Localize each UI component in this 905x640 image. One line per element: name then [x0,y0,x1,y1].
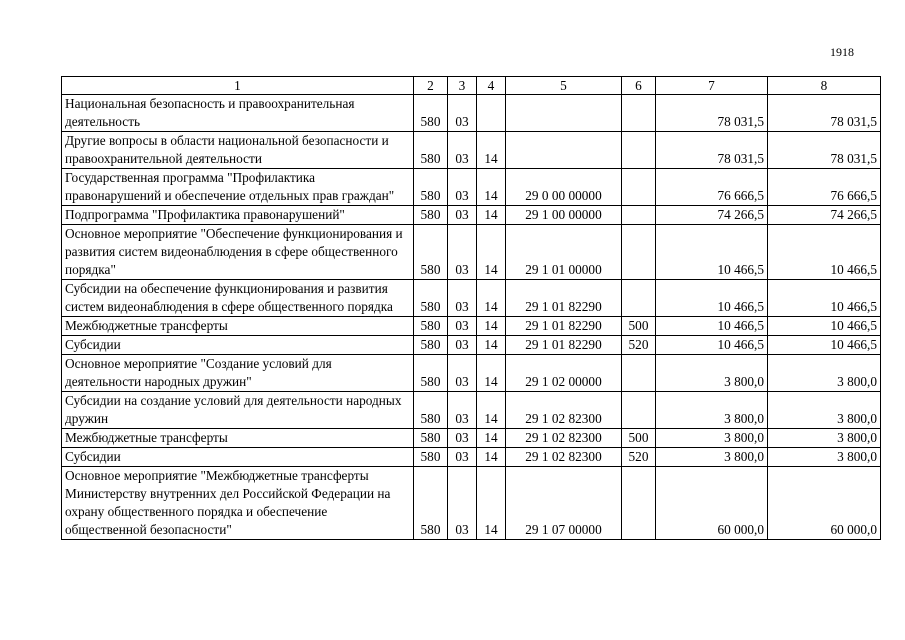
cell-code-6: 500 [622,317,656,336]
cell-code-5 [506,132,622,169]
table-row [62,225,881,280]
cell-code-6: 500 [622,429,656,448]
cell-code-6 [622,280,656,317]
cell-code-3: 03 [448,429,477,448]
cell-amount-8: 3 800,0 [768,448,881,467]
cell-code-4: 14 [477,280,506,317]
table-row [62,467,881,540]
cell-amount-7: 76 666,5 [656,169,768,206]
cell-code-3: 03 [448,206,477,225]
table-row [62,132,881,169]
cell-code-3: 03 [448,280,477,317]
cell-name: Государственная программа "Профилактика правонарушений и обеспечение отдельных прав граждан" [62,169,414,206]
cell-code-4: 14 [477,392,506,429]
cell-code-6 [622,225,656,280]
cell-amount-8: 3 800,0 [768,392,881,429]
cell-name: Субсидии [62,448,414,467]
cell-amount-8: 76 666,5 [768,169,881,206]
cell-code-4: 14 [477,336,506,355]
table-row [62,317,881,336]
cell-code-2: 580 [414,169,448,206]
table-header [62,77,881,95]
cell-amount-7: 10 466,5 [656,336,768,355]
table-body [62,95,881,540]
page-number: 1918 [830,45,854,59]
cell-name: Основное мероприятие "Создание условий для деятельности народных дружин" [62,355,414,392]
cell-code-2: 580 [414,280,448,317]
cell-amount-8: 78 031,5 [768,132,881,169]
cell-code-5: 29 1 02 82300 [506,429,622,448]
cell-code-5: 29 1 01 00000 [506,225,622,280]
table-row [62,448,881,467]
cell-code-5: 29 1 02 82300 [506,392,622,429]
cell-amount-8: 60 000,0 [768,467,881,540]
cell-code-2: 580 [414,132,448,169]
cell-code-5: 29 1 01 82290 [506,336,622,355]
cell-amount-7: 3 800,0 [656,355,768,392]
cell-amount-7: 10 466,5 [656,225,768,280]
cell-code-3: 03 [448,132,477,169]
cell-code-5 [506,95,622,132]
cell-code-5: 29 1 02 82300 [506,448,622,467]
cell-amount-8: 10 466,5 [768,336,881,355]
cell-code-5: 29 1 01 82290 [506,317,622,336]
cell-code-2: 580 [414,95,448,132]
table-row [62,280,881,317]
cell-name: Подпрограмма "Профилактика правонарушений" [62,206,414,225]
cell-code-4: 14 [477,467,506,540]
cell-amount-7: 78 031,5 [656,132,768,169]
cell-amount-7: 78 031,5 [656,95,768,132]
cell-code-6: 520 [622,448,656,467]
cell-name: Субсидии [62,336,414,355]
cell-code-5: 29 1 07 00000 [506,467,622,540]
cell-code-2: 580 [414,355,448,392]
cell-code-4: 14 [477,317,506,336]
table-row [62,206,881,225]
cell-code-2: 580 [414,206,448,225]
cell-amount-8: 10 466,5 [768,280,881,317]
column-header: 5 [506,77,622,95]
cell-code-5: 29 0 00 00000 [506,169,622,206]
table-row [62,95,881,132]
cell-amount-7: 3 800,0 [656,448,768,467]
cell-amount-8: 10 466,5 [768,317,881,336]
cell-amount-7: 74 266,5 [656,206,768,225]
cell-name: Основное мероприятие "Обеспечение функционирования и развития систем видеонаблюдения в сфере общественного порядка" [62,225,414,280]
cell-amount-8: 3 800,0 [768,429,881,448]
cell-code-6: 520 [622,336,656,355]
cell-code-3: 03 [448,355,477,392]
cell-amount-7: 10 466,5 [656,317,768,336]
cell-code-6 [622,467,656,540]
cell-amount-7: 3 800,0 [656,429,768,448]
cell-code-3: 03 [448,225,477,280]
cell-code-3: 03 [448,448,477,467]
cell-name: Национальная безопасность и правоохранительная деятельность [62,95,414,132]
column-header: 7 [656,77,768,95]
cell-code-4: 14 [477,355,506,392]
table-row [62,169,881,206]
cell-code-2: 580 [414,317,448,336]
cell-code-4: 14 [477,429,506,448]
cell-code-4 [477,95,506,132]
cell-amount-7: 60 000,0 [656,467,768,540]
cell-code-4: 14 [477,169,506,206]
cell-code-5: 29 1 02 00000 [506,355,622,392]
cell-amount-8: 3 800,0 [768,355,881,392]
budget-table [61,76,881,540]
table-row [62,355,881,392]
column-header: 8 [768,77,881,95]
cell-amount-8: 10 466,5 [768,225,881,280]
cell-name: Основное мероприятие "Межбюджетные трансферты Министерству внутренних дел Российской Федерации на охрану общественного порядка и обеспечение общественной безопасности" [62,467,414,540]
cell-code-3: 03 [448,467,477,540]
cell-name: Межбюджетные трансферты [62,317,414,336]
cell-name: Субсидии на создание условий для деятельности народных дружин [62,392,414,429]
cell-code-6 [622,169,656,206]
cell-code-2: 580 [414,225,448,280]
column-header: 6 [622,77,656,95]
cell-code-6 [622,392,656,429]
cell-code-3: 03 [448,169,477,206]
cell-name: Межбюджетные трансферты [62,429,414,448]
cell-code-3: 03 [448,95,477,132]
table-row [62,336,881,355]
cell-code-4: 14 [477,206,506,225]
table-row [62,429,881,448]
cell-code-2: 580 [414,467,448,540]
cell-code-6 [622,95,656,132]
cell-code-3: 03 [448,317,477,336]
cell-code-5: 29 1 00 00000 [506,206,622,225]
cell-code-4: 14 [477,448,506,467]
cell-code-4: 14 [477,225,506,280]
cell-name: Субсидии на обеспечение функционирования и развития систем видеонаблюдения в сфере общественного порядка [62,280,414,317]
cell-code-2: 580 [414,429,448,448]
cell-code-2: 580 [414,448,448,467]
cell-amount-7: 3 800,0 [656,392,768,429]
cell-code-2: 580 [414,336,448,355]
column-header: 2 [414,77,448,95]
cell-code-5: 29 1 01 82290 [506,280,622,317]
table-row [62,392,881,429]
cell-code-6 [622,206,656,225]
column-header: 4 [477,77,506,95]
cell-code-2: 580 [414,392,448,429]
cell-name: Другие вопросы в области национальной безопасности и правоохранительной деятельности [62,132,414,169]
cell-code-4: 14 [477,132,506,169]
cell-code-6 [622,355,656,392]
cell-code-3: 03 [448,392,477,429]
cell-code-3: 03 [448,336,477,355]
cell-amount-8: 74 266,5 [768,206,881,225]
cell-code-6 [622,132,656,169]
cell-amount-7: 10 466,5 [656,280,768,317]
column-header: 1 [62,77,414,95]
column-header: 3 [448,77,477,95]
cell-amount-8: 78 031,5 [768,95,881,132]
